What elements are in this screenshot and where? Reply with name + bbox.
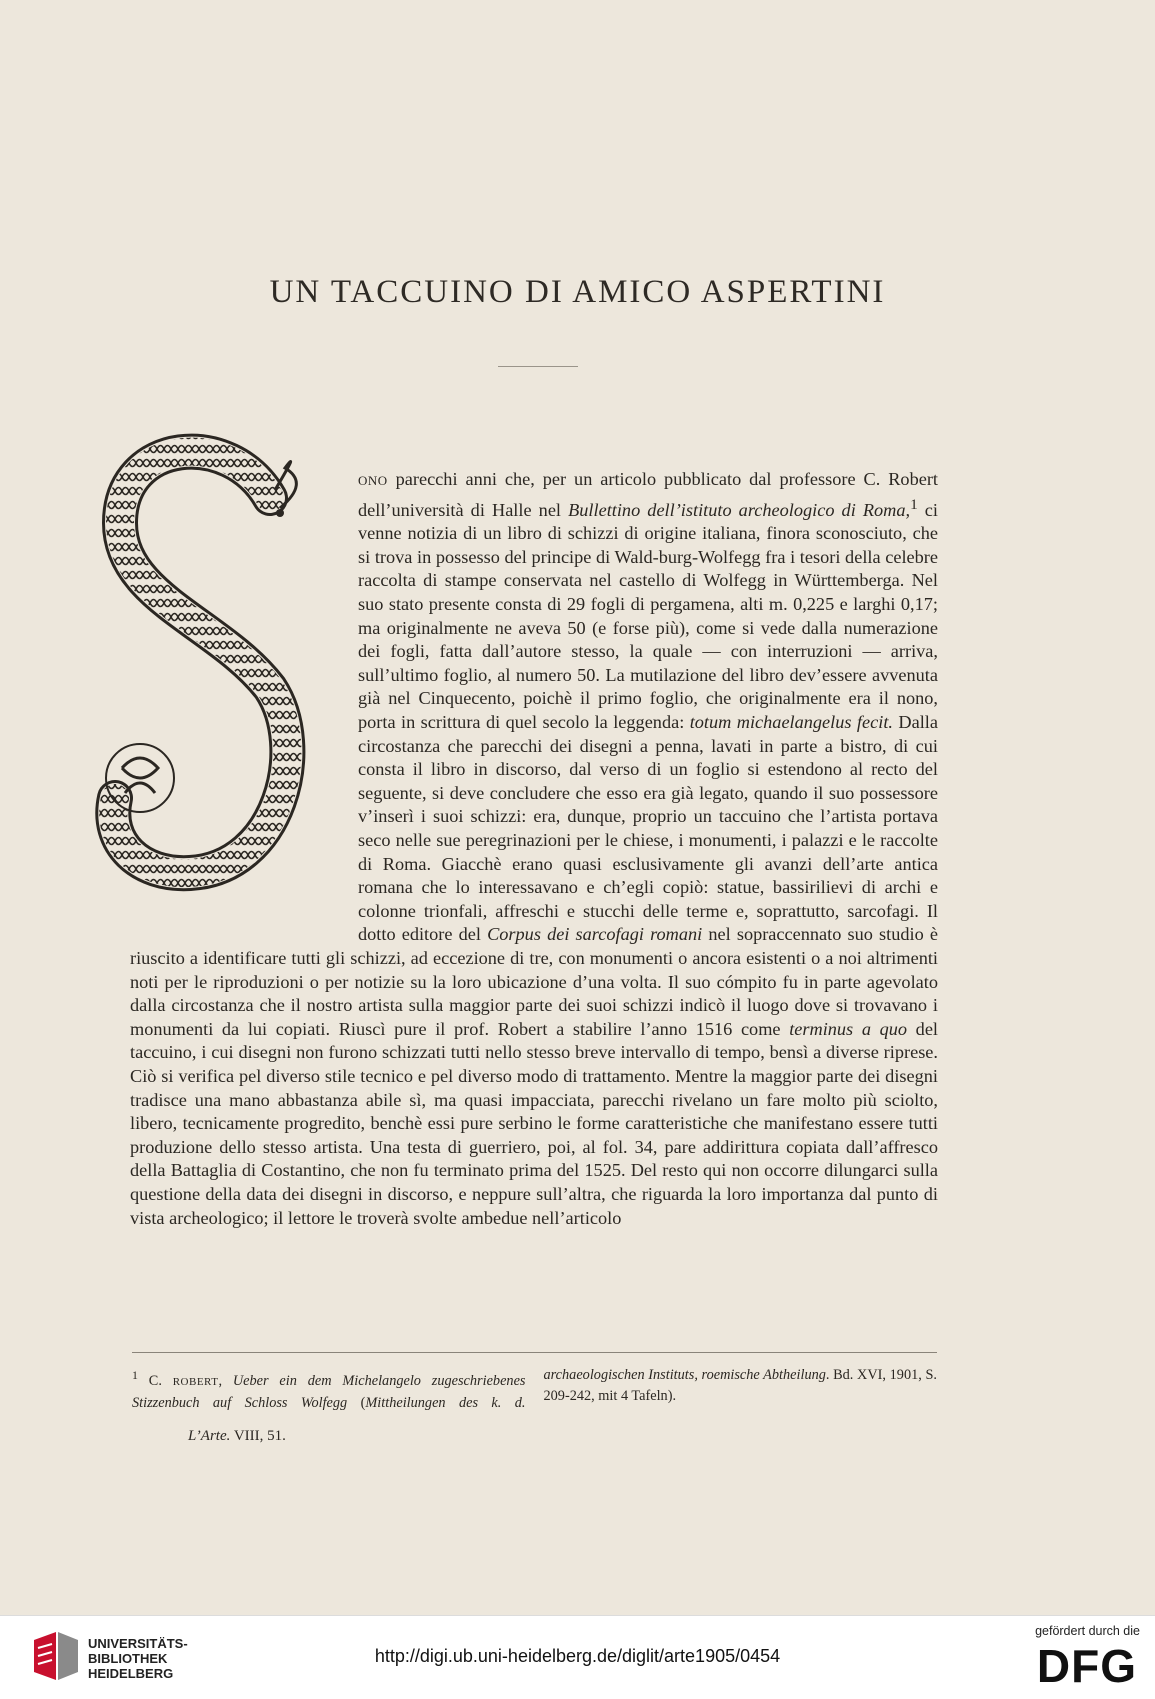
body-paragraph	[130, 468, 938, 1230]
page-url-link[interactable]: http://digi.ub.uni-heidelberg.de/diglit/arte1905/0454	[374, 1646, 781, 1666]
italic-run: totum michaelangelus fecit.	[689, 712, 893, 733]
text-run: Dalla circostanza che parecchi dei disegni a penna, lavati in parte a bistro, di cui consta il libro in discorso, dal verso di un foglio si estendono al recto del seguente, si deve concludere che esso era già legato, quando il suo possessore v’inserì i suoi schizzi: era, dunque, proprio un taccuino che l’artista portava seco nelle sue peregrinazioni per le chiese, i monumenti, i palazzi e le raccolte di Roma. Giacchè erano quasi esclusivamente gli avanzi dell’arte antica romana che lo interessavano e ch’egli copiò: statue, bassirilievi di archi e colonne trionfali, affreschi e stucchi delle terme e, soprattutto, sarcofagi. Il dotto editore del	[358, 712, 938, 945]
italic-run: Ueber ein dem Michelangelo zugeschriebenes Stizzenbuch auf Schloss Wolfegg	[132, 1372, 526, 1411]
smallcap-run: ROBERT	[172, 1375, 219, 1388]
signature-volume: VIII, 51.	[230, 1428, 286, 1444]
title-divider	[498, 366, 578, 367]
italic-run: Bullettino dell’istituto archeologico di Roma,	[568, 499, 911, 520]
footnote-ref: 1	[910, 495, 918, 513]
italic-run: Mittheilungen des k. d. archaeologischen Instituts, roemische Abtheilung	[365, 1367, 826, 1411]
page-signature	[188, 1428, 286, 1445]
text-run: . Bd. XVI, 1901, S. 209-242, mit 4 Tafeln).	[543, 1367, 937, 1404]
text-run: nel sopraccennato suo studio è riuscito a identificare tutti gli schizzi, ad eccezione di tre, con monumenti o ancora esistenti o a noi altrimenti noti per le riproduzioni o per notizie su la loro ubicazione d’una volta. Il suo cómpito fu in parte agevolato dalla circostanza che il nostro artista sulla maggior parte dei suoi schizzi indicò il luogo dove si trovavano i monumenti da lui copiati. Riuscì pure il prof. Robert a stabilire l’anno 1516 come	[130, 924, 938, 1039]
text-run: ci venne notizia di un libro di schizzi di origine italiana, finora sconosciuto, che si trova in possesso del principe di Wald-burg-Wolfegg fra i tesori della celebre raccolta di stampe conservata nel castello di Wolfegg in Württemberga. Nel suo stato presente consta di 29 fogli di pergamena, alti m. 0,225 e larghi 0,17; ma originalmente ne aveva 50 (e forse più), come si vede dalla numerazione dei fogli, fatta dall’autore stesso, la quale — con interruzioni — arriva, sull’ultimo foglio, al numero 50. La mutilazione del libro dev’essere avvenuta già nel Cinquecento, poichè il primo foglio, che originalmente era il nono, porta in scrittura di quel secolo la leggenda:	[358, 499, 939, 733]
library-name-line: HEIDELBERG	[88, 1666, 174, 1681]
text-run: C.	[137, 1372, 173, 1389]
text-run: del taccuino, i cui disegni non furono schizzati tutti nello stesso breve intervallo di tempo, bensì a diverse riprese. Ciò si verifica pel diverso stile tecnico e pel diverso modo di trattamento. Mentre la maggior parte dei disegni tradisce una mano abbastanza abile sì, ma quasi impacciata, parecchi rivelano un fare molto più sciolto, libero, tecnicamente progredito, benchè essi pure serbino le forme caratteristiche che manifestano essere tutti produzione dello stesso artista. Una testa di guerriero, poi, al fol. 34, pare addirittura copiata dall’affresco della Battaglia di Costantino, che non fu terminato prima del 1525. Del resto qui non occorre dilungarci sulla questione della data dei disegni in discorso, e neppure sull’altra, che riguarda la loro importanza dal punto di vista archeologico; il lettore le troverà svolte ambedue nell’articolo	[130, 1018, 939, 1228]
smallcap-opening: ONO	[358, 473, 388, 488]
italic-run: Corpus dei sarcofagi romani	[487, 924, 703, 945]
footnote-number: 1	[132, 1368, 138, 1382]
italic-run: terminus a quo	[789, 1018, 908, 1039]
dfg-logo-icon: DFG	[1036, 1640, 1137, 1692]
footnote	[132, 1365, 937, 1414]
initial-spacer	[130, 468, 358, 930]
text-run: (	[347, 1394, 366, 1411]
funded-by-label: gefördert durch die	[1035, 1624, 1140, 1638]
footnote-divider	[132, 1352, 937, 1353]
signature-italic: L’Arte.	[188, 1428, 231, 1444]
library-name-line: UNIVERSITÄTS-	[88, 1636, 188, 1651]
library-name-line: BIBLIOTHEK	[88, 1651, 168, 1666]
text-run: ,	[218, 1372, 233, 1389]
text-run: parecchi anni che, per un articolo pubblicato dal professore C. Robert dell’università di Halle nel	[358, 469, 938, 520]
footer-bar	[0, 1615, 1155, 1699]
article-title: UN TACCUINO DI AMICO ASPERTINI	[269, 274, 886, 310]
